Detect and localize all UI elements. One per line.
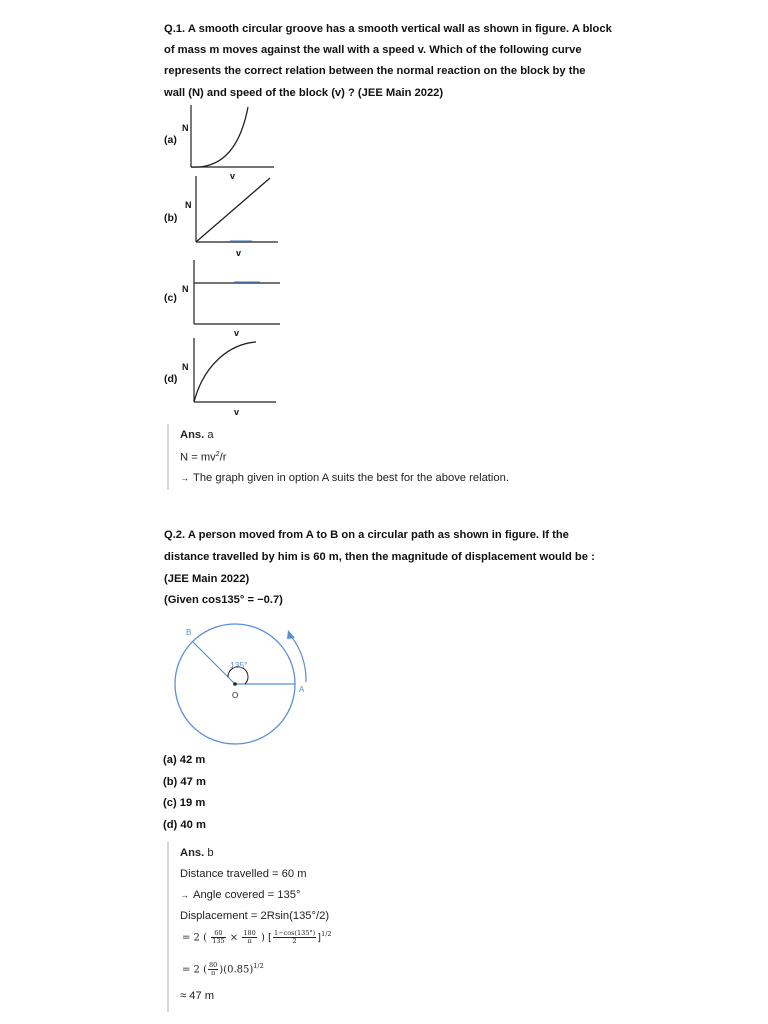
q1-answer-explanation-row — [180, 472, 509, 484]
q1-option-d-graph — [190, 334, 280, 406]
q2-math2-exp: 1/2 — [253, 962, 264, 970]
q2-point-a: A — [299, 685, 305, 694]
q2-angle-label: 135° — [230, 660, 248, 670]
q2-choice-c: (c) 19 m — [163, 797, 206, 809]
q1-formula-sup: 2 — [215, 451, 220, 458]
q1-answer-title: Ans. — [180, 429, 205, 441]
q1-option-d-ylabel: N — [182, 362, 189, 372]
q2-answer-value: b — [207, 847, 214, 859]
q2-math2-frac-num: 80 — [209, 961, 218, 970]
q1-line-4: wall (N) and speed of the block (v) ? (JEE Main 2022) — [164, 87, 444, 99]
q1-answer-formula — [180, 451, 227, 464]
q2-math1-frac2-num: 180 — [243, 929, 256, 938]
q2-math-line-2: = 2 ( $\frac{80}{\pi}$ )$(0.85)^{1/2}$ — [182, 961, 264, 978]
q1-option-d-xlabel: v — [234, 407, 240, 417]
q2-answer-line2: Angle covered = 135° — [193, 889, 301, 901]
q1-option-b-xlabel: v — [236, 248, 242, 258]
arrow-icon: → — [180, 473, 189, 483]
q2-answer-line1: Distance travelled = 60 m — [180, 868, 307, 880]
q2-circle-figure — [166, 616, 326, 748]
q2-line-2: distance travelled by him is 60 m, then the magnitude of displacement would be : — [164, 551, 595, 563]
q1-option-d-label: (d) — [164, 373, 178, 385]
q1-option-b-label: (b) — [164, 212, 178, 224]
q2-math1-frac3 — [273, 930, 316, 945]
q2-math2-rest: (0.85) — [223, 964, 254, 976]
q1-option-b-graph — [192, 172, 282, 250]
q1-option-a-ylabel: N — [182, 123, 189, 133]
q2-answer-line — [180, 847, 214, 859]
q2-line-4: (Given cos135° = −0.7) — [164, 594, 283, 606]
q2-center-o: O — [232, 691, 239, 700]
q2-point-b: B — [186, 628, 192, 637]
q2-math2-frac — [208, 962, 218, 977]
q2-math1-prefix: = 2 — [182, 932, 200, 944]
q2-math1-frac1-den: 135 — [212, 937, 225, 946]
q2-math1-frac2-den: π — [247, 937, 252, 946]
q2-answer-line3: Displacement = 2Rsin(135°/2) — [180, 910, 330, 922]
q1-option-a-label: (a) — [164, 134, 177, 146]
q2-math1-frac3-num: 1−cos(135°) — [273, 929, 316, 938]
q1-formula-rhs: /r — [219, 451, 227, 464]
q2-line-3: (JEE Main 2022) — [164, 573, 250, 585]
q1-answer-explanation: The graph given in option A suits the best for the above relation. — [193, 472, 509, 484]
q2-line-1: Q.2. A person moved from A to B on a circular path as shown in figure. If the — [164, 529, 569, 541]
q2-answer-title: Ans. — [180, 847, 205, 859]
q1-line-3: represents the correct relation between the normal reaction on the block by the — [164, 65, 586, 77]
q2-choice-a: (a) 42 m — [163, 754, 206, 766]
q1-option-a-xlabel: v — [230, 171, 236, 181]
q2-math1-times: × — [229, 932, 239, 944]
q1-option-c-ylabel: N — [182, 284, 189, 294]
q2-answer-line2-row — [180, 889, 300, 901]
q1-answer-line — [180, 429, 214, 441]
q1-option-c-graph — [190, 256, 284, 328]
q2-math1-frac3-den: 2 — [292, 937, 297, 946]
q2-math2-prefix: = 2 — [182, 964, 200, 976]
q1-line-1: Q.1. A smooth circular groove has a smooth vertical wall as shown in figure. A block — [164, 23, 612, 35]
q2-math1-frac1-num: 60 — [211, 930, 225, 938]
q1-option-c-label: (c) — [164, 292, 177, 304]
q2-choice-b: (b) 47 m — [163, 776, 206, 788]
q1-line-2: of mass m moves against the wall with a speed v. Which of the following curve — [164, 44, 582, 56]
q1-option-b-ylabel: N — [185, 200, 192, 210]
q1-option-a-graph — [188, 102, 278, 172]
q2-math-line-1: = 2 ( $\frac{60}{135}$ × $\frac{180}{\pi}$ ) [ $\frac{1-\cos(135^\circ)}{2}$ ]$^{1/2}$ — [182, 929, 332, 946]
q2-answer-final: ≈ 47 m — [180, 990, 215, 1002]
q2-math1-frac1 — [211, 930, 225, 945]
q2-math1-exp: 1/2 — [321, 930, 332, 938]
q2-math2-frac-den: π — [211, 969, 216, 978]
q1-formula-lhs: N = mv — [180, 451, 216, 464]
q1-answer-value: a — [207, 429, 214, 441]
q2-choice-d: (d) 40 m — [163, 819, 206, 831]
q2-math1-frac2 — [242, 930, 256, 945]
q1-option-c-xlabel: v — [234, 328, 240, 338]
arrow-icon: → — [180, 890, 189, 900]
